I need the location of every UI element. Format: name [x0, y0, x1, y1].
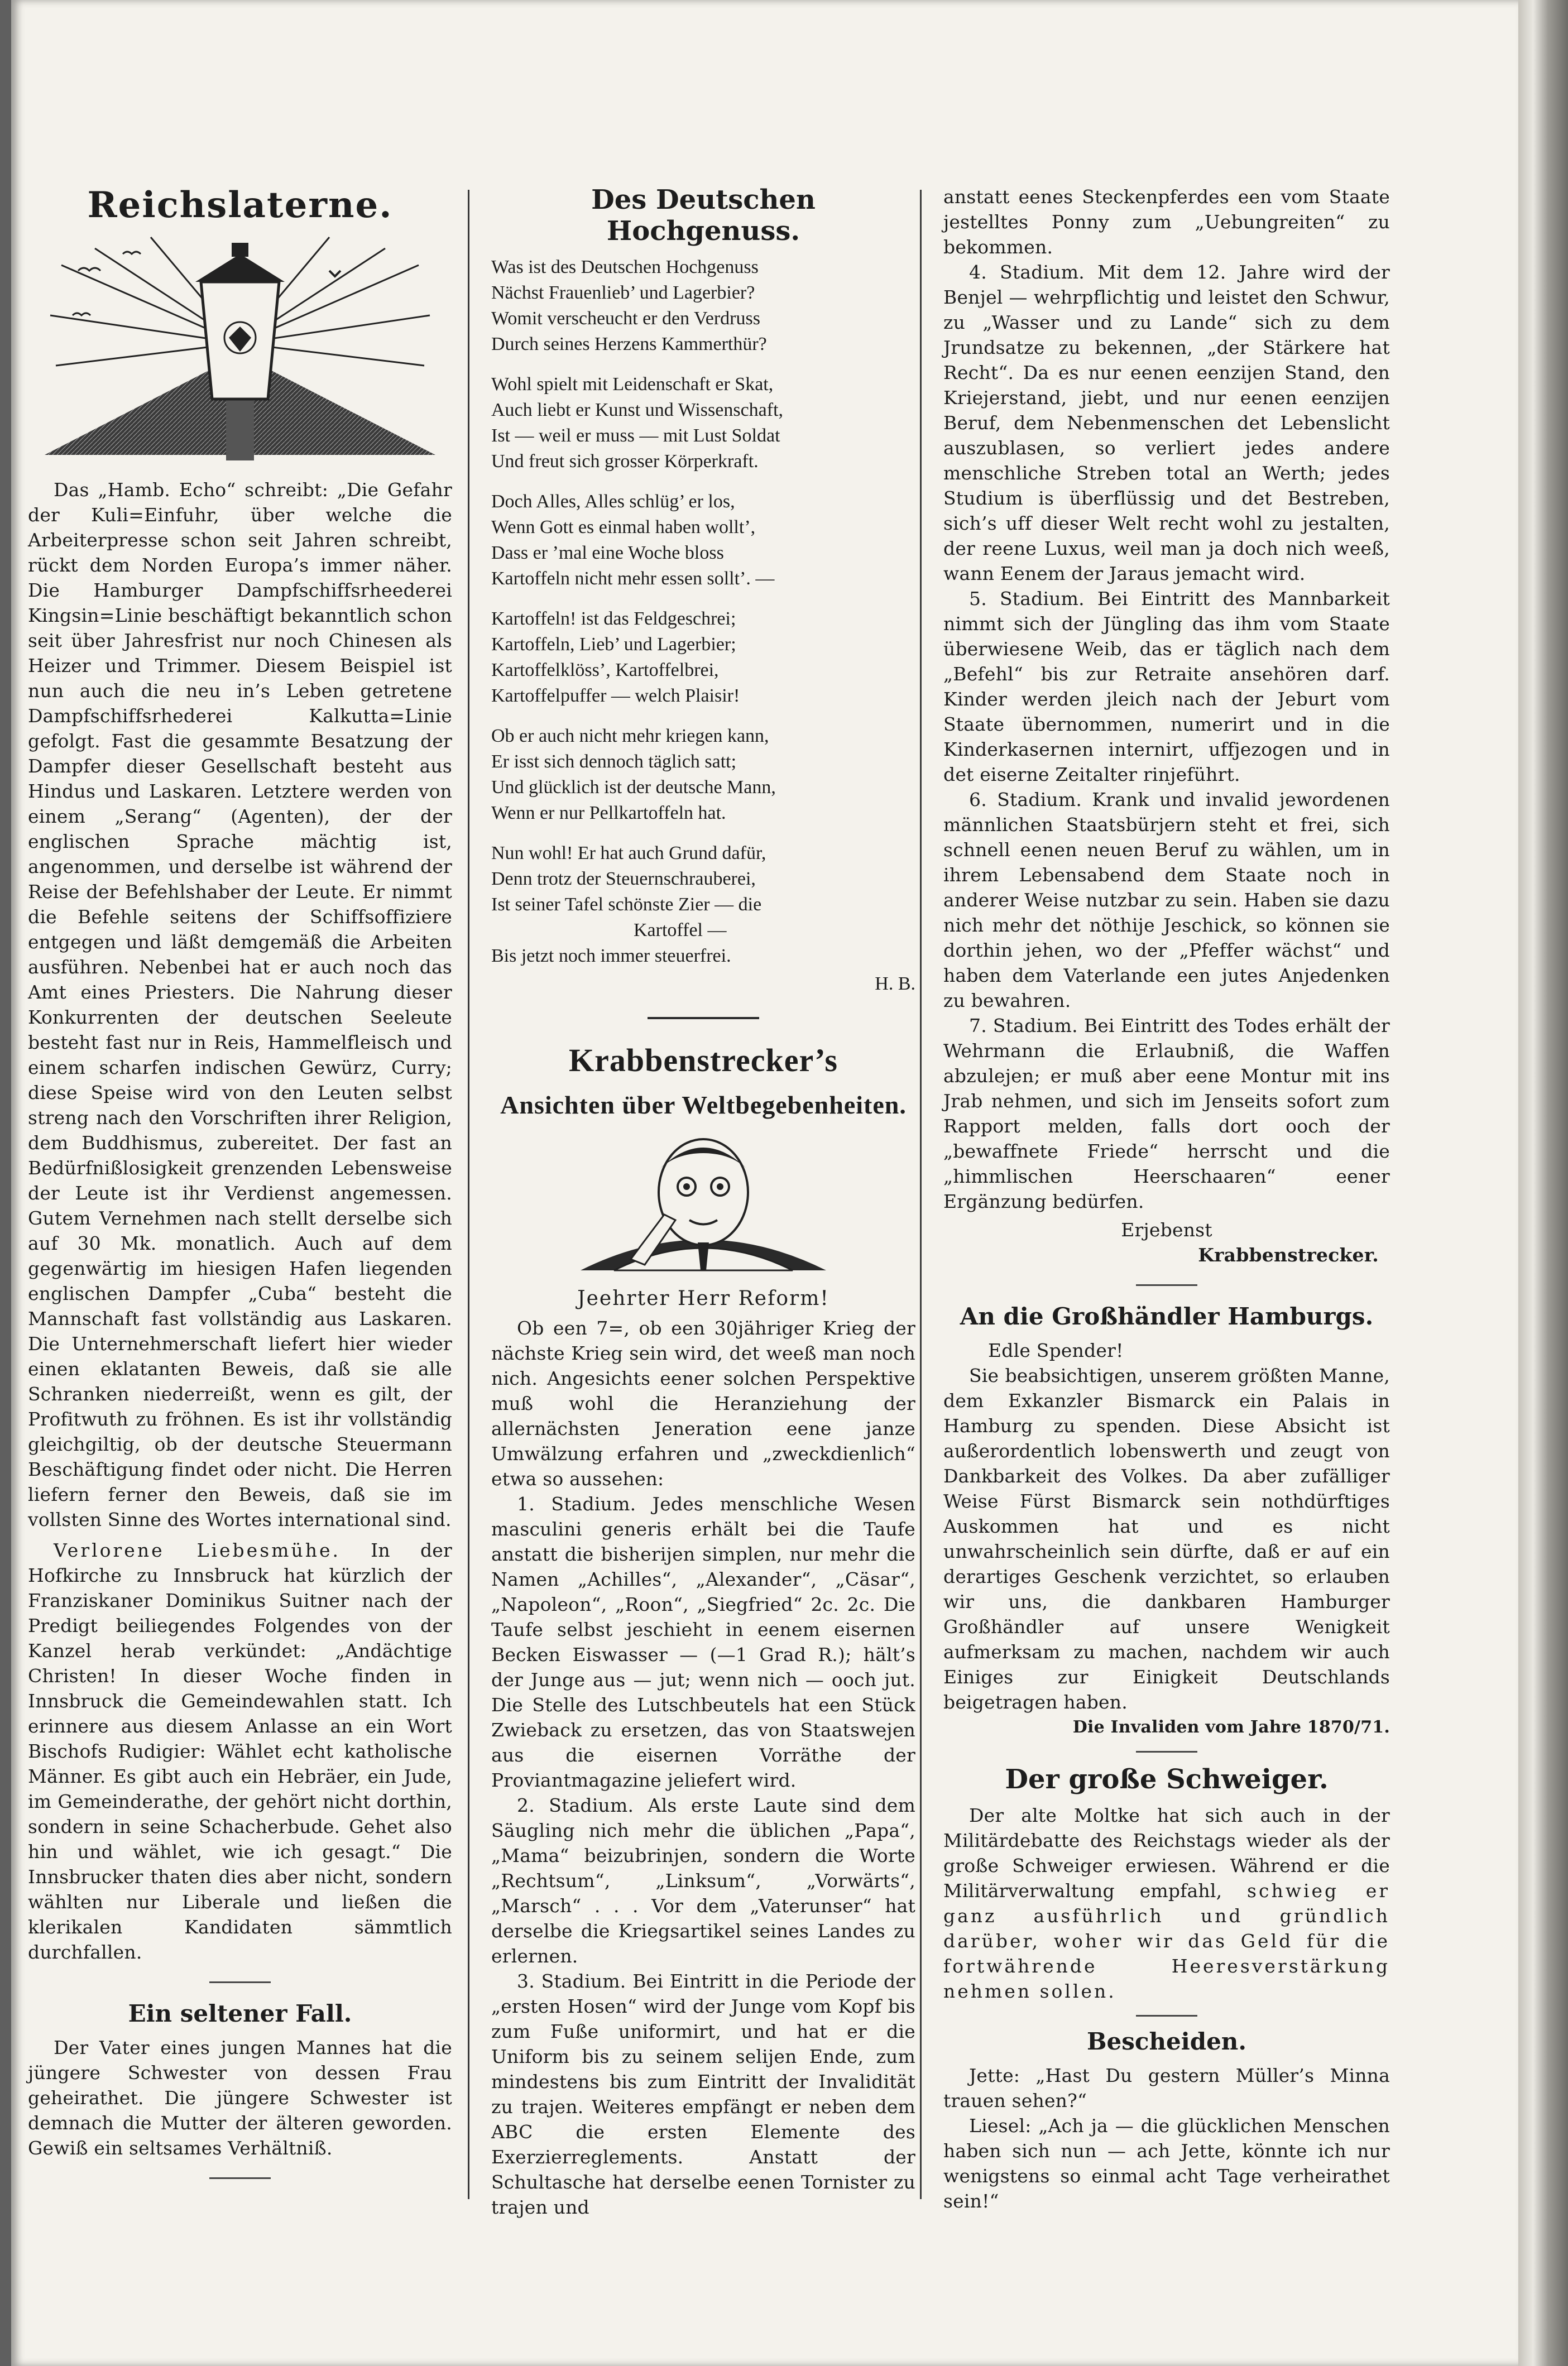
signature-invaliden: Die Invaliden vom Jahre 1870/71. [1072, 1717, 1390, 1737]
article-schweiger [943, 1803, 1390, 2004]
separator [648, 1017, 759, 1019]
heading-grosshaendler: An die Großhändler Hamburgs. [960, 1303, 1374, 1330]
separator [209, 2177, 271, 2179]
poem-stanza: Nun wohl! Er hat auch Grund dafür, Denn trotz der Steuernschrauberei, Ist seiner Tafel schönste Zier — die Kartoffel — Bis jetzt noch immer steuerfrei. [491, 843, 766, 966]
krabbenstrecker-subheading: Ansichten über Weltbegebenheiten. [500, 1091, 907, 1119]
stadium-2: 2. Stadium. Als erste Laute sind dem Säugling nich mehr die üblichen „Papa“, „Mama“ beizubrinjen, sondern die Worte „Rechtsum“, „Linksum“, „Vorwärts“, „Marsch“ . . . Vor dem „Vaterunser“ hat derselbe die Kriegsartikel seines Landes zu erlernen. [491, 1794, 915, 1967]
poem-stanza: Was ist des Deutschen Hochgenuss Nächst Frauenlieb’ und Lagerbier? Womit verscheucht er den Verdruss Durch seines Herzens Kammerthür? [491, 257, 767, 354]
book-edge [1518, 0, 1568, 2366]
poem-stanza: Ob er auch nicht mehr kriegen kann, Er isst sich dennoch täglich satt; Und glücklich ist der deutsche Mann, Wenn er nur Pellkartoffeln hat. [491, 726, 776, 823]
salutation: Jeehrter Herr Reform! [577, 1287, 829, 1310]
column-middle [491, 184, 915, 2220]
stadium-3: 3. Stadium. Bei Eintritt in die Periode der „ersten Hosen“ wird der Junge vom Kopf bis zum Fuße uniformirt, und hat er die Uniform bis zu seinem selijen Ende, zum mindestens bis zum Eintritt der Invalidität zu trajen. Weiteres empfängt er neben dem ABC die ersten Elemente des Exerzierreglements. Anstatt der Schultasche hat derselbe eenen Tornister zu trajen und [491, 1970, 915, 2218]
article-seltener-fall: Der Vater eines jungen Mannes hat die jüngere Schwester von dessen Frau geheirathet. Die jüngere Schwester ist demnach die Mutter der älteren geworden. Gewiß ein seltsames Verhältniß. [28, 2037, 452, 2159]
heading-schweiger: Der große Schweiger. [1005, 1764, 1329, 1795]
closing: Erjebenst [1121, 1219, 1212, 1241]
krabbenstrecker-intro: Ob een 7=, ob een 30jähriger Krieg der nächste Krieg sein wird, det weeß man noch nich. Angesichts eener solchen Perspektive muß wohl die Heranziehung der allernächsten Jeneration eene janze Umwälzung erfahren und „zweckdienlich“ etwa so aussehen: [491, 1317, 915, 1490]
article-body: Der alte Moltke hat sich auch in der Militärdebatte des Reichstags wieder als der große Schweiger erwiesen. Während er die Militärverwaltung empfahl, [943, 1805, 1390, 1902]
krabbenstrecker-heading: Krabbenstrecker’s [569, 1042, 838, 1078]
newspaper-page [11, 0, 1518, 2366]
stadium-7: 7. Stadium. Bei Eintritt des Todes erhält der Wehrmann die Erlaubniß, die Waffen abzulejen; er muß aber eene Montur mit ins Jrab nehmen, und sich im Jenseits sofort zum Rapport melden, falls dort ooch der „bewaffnete Friede“ herrscht und die „himmlischen Heerschaaren“ eener Ergänzung bedürfen. [943, 1015, 1390, 1212]
separator [1136, 1751, 1197, 1753]
column-left [28, 184, 452, 2196]
heading-bescheiden: Bescheiden. [1087, 2028, 1246, 2055]
column-right [943, 184, 1390, 2214]
article-liebesmuehe [28, 1538, 452, 1965]
article-body: In der Hofkirche zu Innsbruck hat kürzlich der Franziskaner Dominikus Suitner nach der Predigt beiliegendes Folgendes von der Kanzel herab verkündet: „Andächtige Christen! In dieser Woche finden in Innsbruck die Gemeindewahlen statt. Ich erinnere aus diesem Anlasse an ein Wort Bischofs Rudigier: Wählet echt katholische Männer. Es gibt auch ein Hebräer, ein Jude, im Gemeinderathe, der gehört nicht dorthin, sondern in seine Schacherbude. Gehet also hin und wählet, wie ich gesagt.“ Die Innsbrucker thaten dies aber nicht, sondern wählten nur Liberale und ließen die klerikalen Kandidaten sämmtlich durchfallen. [28, 1539, 452, 1963]
article-grosshaendler: Sie beabsichtigen, unserem größten Manne, dem Exkanzler Bismarck ein Palais in Hamburg zu spenden. Diese Absicht ist außerordentlich lobenswerth und zeugt von Dankbarkeit des Volkes. Da aber zufälliger Weise Fürst Bismarck sein nothdürftiges Auskommen hat und es nicht unwahrscheinlich sein dürfte, daß er auf ein derartiges Geschenk verzichtet, so erlauben wir uns, die dankbaren Hamburger Großhändler auf unsere Wenigkeit aufmerksam zu machen, nachdem wir auch Einiges zur Einigkeit Deutschlands beigetragen haben. [943, 1365, 1390, 1713]
column-divider [468, 190, 469, 2199]
heading-seltener-fall: Ein seltener Fall. [128, 2000, 352, 2027]
stadium-5: 5. Stadium. Bei Eintritt des Mannbarkeit nimmt sich der Jüngling das ihm vom Staate überwiesene Weib, das er täglich nach dem „Befehl“ bis zur Retraite ansehören darf. Kinder werden jleich nach der Jeburt vom Staate übernommen, numerirt und in die Kinderkasernen internirt, uffjezogen und in det eiserne Zeitalter rinjeführt. [943, 588, 1390, 785]
poem-stanza: Kartoffeln! ist das Feldgeschrei; Kartoffeln, Lieb’ und Lagerbier; Kartoffelklöss’, Kartoffelbrei, Kartoffelpuffer — welch Plaisir! [491, 608, 740, 706]
dialog-jette: Jette: „Hast Du gestern Müller’s Minna trauen sehen?“ [943, 2065, 1390, 2111]
separator [1136, 1284, 1197, 1286]
poem-title: Des Deutschen Hochgenuss. [591, 184, 816, 247]
stadium-6: 6. Stadium. Krank und invalid jewordenen männlichen Staatsbürjern steht et frei, sich schnell eenen neuen Beruf zu wählen, um in ihrem Lebensabend dem Staate noch in anderer Weise nutzbar zu sein. Haben sie dazu nich mehr det nöthije Jeschick, so können sie dorthin jehen, wo der „Pfeffer wächst“ und haben dem Vaterlande een jutes Anjedenken zu bewahren. [943, 789, 1390, 1011]
poem-stanza: Wohl spielt mit Leidenschaft er Skat, Auch liebt er Kunst und Wissenschaft, Ist — weil er muss — mit Lust Soldat Und freut sich grosser Körperkraft. [491, 374, 784, 472]
article-lead: Verlorene Liebesmühe. [54, 1539, 341, 1561]
reichslaterne-title: Reichslaterne. [87, 184, 393, 226]
stadium-4: 4. Stadium. Mit dem 12. Jahre wird der Benjel — wehrpflichtig und leistet den Schwur, zu „Wasser und zu Lande“ sich zu dem Jrundsatze zu bekennen, „der Stärkere hat Recht“. Da es nur eenen eenzijen Stand, den Kriejerstand, jiebt, und nur eenen eenzijen Beruf, dem Nebenmenschen det Lebenslicht auszublasen, so verliert jedes andere menschliche Streben total an Werth; jedes Studium is überflüssig und det Bestreben, sich’s uff dieser Welt recht wohl zu jestalten, der reene Luxus, weil man ja doch nich weeß, wann Eenem der Jaraus jemacht wird. [943, 261, 1390, 584]
dialog-liesel: Liesel: „Ach ja — die glücklichen Menschen haben sich nun — ach Jette, könnte ich nur wenigstens so einmal acht Tage verheirathet sein!“ [943, 2115, 1390, 2212]
article-emphasis: schwieg er ganz ausführlich und gründlich darüber, woher wir das Geld für die fortwährende Heeresverstärkung nehmen sollen. [943, 1880, 1390, 2002]
poem-stanza: Doch Alles, Alles schlüg’ er los, Wenn Gott es einmal haben wollt’, Dass er ’mal eine Woche bloss Kartoffeln nicht mehr essen sollt’. — [491, 491, 775, 589]
closing-signature: Krabbenstrecker. [1198, 1244, 1379, 1266]
poem-signature: H. B. [875, 973, 915, 994]
separator [209, 1981, 271, 1983]
stadium-1: 1. Stadium. Jedes menschliche Wesen masculini generis erhält bei die Taufe anstatt die bisherijen simplen, nur mehr die Namen „Achilles“, „Alexander“, „Cäsar“, „Napoleon“, „Roon“, „Siegfried“ 2c. 2c. Die Taufe selbst jeschieht in eenem eisernen Becken Eiswasser — (—1 Grad R.); hält’s der Junge aus — jut; wenn nich — ooch jut. Die Stelle des Lutschbeutels hat een Stück Zwieback zu ersetzen, das von Staatswejen aus die eisernen Vorräthe der Proviantmagazine jeliefert wird. [491, 1493, 915, 1791]
krabbenstrecker-portrait [547, 1131, 860, 1276]
greeting: Edle Spender! [988, 1340, 1124, 1361]
article-kuli: Das „Hamb. Echo“ schreibt: „Die Gefahr der Kuli=Einfuhr, über welche die Arbeiterpresse schon seit Jahren schreibt, rückt dem Norden Europa’s immer näher. Die Hamburger Dampfschiffsrheederei Kingsin=Linie beschäftigt bekanntlich schon seit über Jahresfrist nur noch Chinesen als Heizer und Trimmer. Diesem Beispiel ist nun auch die neu in’s Leben getretene Dampfschiffsrhederei Kalkutta=Linie gefolgt. Fast die gesammte Besatzung der Dampfer dieser Gesellschaft besteht aus Hindus und Laskaren. Letztere werden von einem „Serang“ (Agenten), der der englischen Sprache mächtig ist, angenommen, und derselbe ist während der Reise der Befehlshaber der Leute. Er nimmt die Befehle seitens der Schiffsoffiziere entgegen und läßt demgemäß die Arbeiten ausführen. Nebenbei hat er auch noch das Amt eines Priesters. Die Nahrung dieser Konkurrenten der deutschen Seeleute besteht fast nur in Reis, Hammelfleisch und einem scharfen indischen Gewürz, Curry; diese Speise wird von den Leuten selbst streng nach den Vorschriften ihrer Religion, dem Buddhismus, zubereitet. Der fast an Bedürfnißlosigkeit grenzenden Lebensweise der Leute ist ihr Verdienst angemessen. Gutem Vernehmen nach stellt derselbe sich auf 30 Mk. monatlich. Auch auf dem gegenwärtig im hiesigen Hafen liegenden englischen Dampfer „Cuba“ besteht die Mannschaft fast vollständig aus Laskaren. Die Unternehmerschaft liefert hier wieder einen eklatanten Beweis, daß sie alle Schranken niederreißt, wenn es gilt, der Profitwuth zu fröhnen. Es ist ihr vollständig gleichgiltig, ob der deutsche Steuermann Beschäftigung findet oder nicht. Die Herren liefern ferner den Beweis, daß sie im vollsten Sinne des Wortes international sind. [28, 479, 452, 1530]
lantern-illustration [39, 232, 441, 466]
stadium-3-continued: anstatt eenes Steckenpferdes een vom Staate jestelltes Ponny zum „Uebungreiten“ zu bekommen. [943, 186, 1390, 258]
column-divider [920, 190, 922, 2199]
separator [1136, 2015, 1197, 2017]
